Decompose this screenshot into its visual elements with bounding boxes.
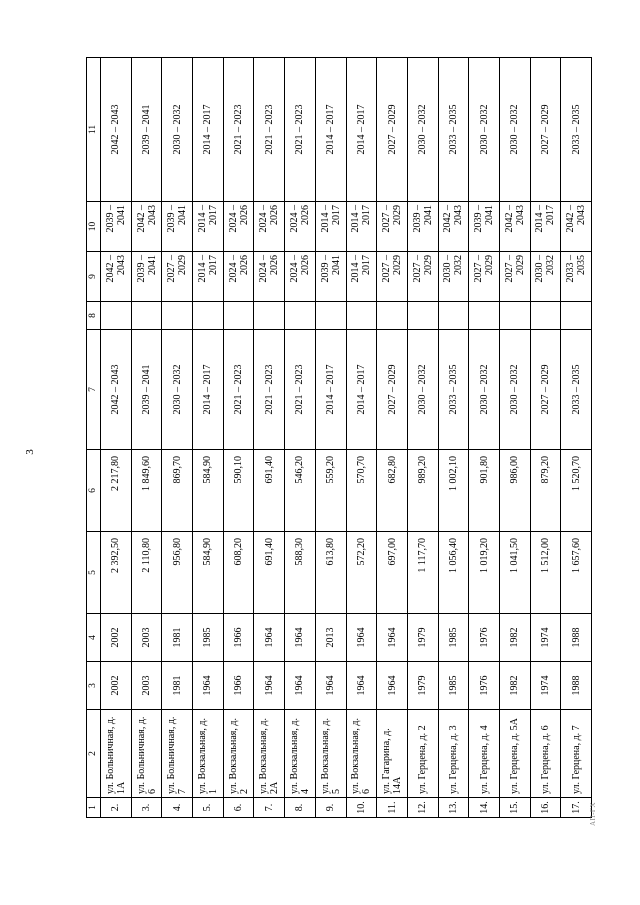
- period-cell: 2039 – 2041: [315, 252, 346, 302]
- area-cell: 1 041,50: [499, 532, 530, 614]
- empty-cell: [162, 302, 193, 330]
- address-cell: ул. Вокзальная, д. 4: [285, 710, 316, 798]
- area-cell: 584,90: [193, 532, 224, 614]
- address-cell: ул. Вокзальная, д. 2А: [254, 710, 285, 798]
- address-cell: ул. Вокзальная, д. 5: [315, 710, 346, 798]
- area-cell: 1 019,20: [469, 532, 500, 614]
- period-cell: 2027 – 2029: [377, 58, 408, 202]
- year-cell: 1985: [438, 614, 469, 662]
- year-cell: 1966: [223, 614, 254, 662]
- row-number-cell: 10.: [346, 798, 377, 818]
- address-cell: ул. Герцена, д. 7: [561, 710, 592, 798]
- table-body: [101, 58, 592, 818]
- period-cell: 2014 – 2017: [193, 252, 224, 302]
- period-cell: 2027 – 2029: [499, 252, 530, 302]
- period-cell: 2039 – 2041: [101, 202, 132, 252]
- period-cell: 2024 – 2026: [254, 252, 285, 302]
- empty-cell: [193, 302, 224, 330]
- year-cell: 1976: [469, 614, 500, 662]
- address-cell: ул. Герцена, д. 6: [530, 710, 561, 798]
- area-cell: 2 392,50: [101, 532, 132, 614]
- year-cell: 1964: [377, 614, 408, 662]
- empty-cell: [469, 302, 500, 330]
- table-row: [377, 58, 408, 818]
- empty-cell: [254, 302, 285, 330]
- address-cell: ул. Герцена, д. 3: [438, 710, 469, 798]
- empty-cell: [530, 302, 561, 330]
- period-cell: 2030 – 2032: [162, 58, 193, 202]
- address-cell: ул. Вокзальная, д. 1: [193, 710, 224, 798]
- period-cell: 2030 – 2032: [530, 252, 561, 302]
- period-cell: 2039 – 2041: [407, 202, 438, 252]
- period-cell: 2030 – 2032: [469, 58, 500, 202]
- table-row: [131, 58, 162, 818]
- period-cell: 2027 – 2029: [530, 58, 561, 202]
- column-header: 10: [87, 202, 101, 252]
- year-built-cell: 1964: [285, 662, 316, 710]
- row-number-cell: 7.: [254, 798, 285, 818]
- period-cell: 2021 – 2023: [223, 58, 254, 202]
- year-cell: 1982: [499, 614, 530, 662]
- period-cell: 2024 – 2026: [285, 202, 316, 252]
- column-header: 9: [87, 252, 101, 302]
- empty-cell: [407, 302, 438, 330]
- area-living-cell: 989,20: [407, 450, 438, 532]
- empty-cell: [223, 302, 254, 330]
- area-living-cell: 590,10: [223, 450, 254, 532]
- area-living-cell: 1 002,10: [438, 450, 469, 532]
- column-header: 5: [87, 532, 101, 614]
- area-living-cell: 986,00: [499, 450, 530, 532]
- column-header: 11: [87, 58, 101, 202]
- row-number-cell: 17.: [561, 798, 592, 818]
- period-cell: 2027 – 2029: [469, 252, 500, 302]
- year-cell: 1974: [530, 614, 561, 662]
- area-cell: 588,30: [285, 532, 316, 614]
- period-cell: 2027 – 2029: [377, 330, 408, 450]
- period-cell: 2030 – 2032: [162, 330, 193, 450]
- row-number-cell: 16.: [530, 798, 561, 818]
- empty-cell: [131, 302, 162, 330]
- period-cell: 2014 – 2017: [346, 58, 377, 202]
- area-living-cell: 1 849,60: [131, 450, 162, 532]
- table-row: [407, 58, 438, 818]
- year-built-cell: 1964: [315, 662, 346, 710]
- period-cell: 2024 – 2026: [223, 252, 254, 302]
- period-cell: 2027 – 2029: [377, 202, 408, 252]
- address-cell: ул. Вокзальная, д. 2: [223, 710, 254, 798]
- period-cell: 2021 – 2023: [223, 330, 254, 450]
- address-cell: ул. Больничная, д. 7: [162, 710, 193, 798]
- row-number-cell: 2.: [101, 798, 132, 818]
- period-cell: 2030 – 2032: [469, 330, 500, 450]
- column-header: 3: [87, 662, 101, 710]
- area-living-cell: 682,80: [377, 450, 408, 532]
- column-header: 7: [87, 330, 101, 450]
- row-number-cell: 9.: [315, 798, 346, 818]
- column-header: 8: [87, 302, 101, 330]
- period-cell: 2014 – 2017: [346, 202, 377, 252]
- year-built-cell: 1974: [530, 662, 561, 710]
- empty-cell: [438, 302, 469, 330]
- period-cell: 2021 – 2023: [285, 330, 316, 450]
- table-row: [223, 58, 254, 818]
- area-cell: 1 056,40: [438, 532, 469, 614]
- period-cell: 2030 – 2032: [438, 252, 469, 302]
- period-cell: 2042 – 2043: [438, 202, 469, 252]
- area-cell: 613,80: [315, 532, 346, 614]
- area-cell: 1 657,60: [561, 532, 592, 614]
- table-row: [499, 58, 530, 818]
- area-living-cell: 584,90: [193, 450, 224, 532]
- year-built-cell: 1964: [377, 662, 408, 710]
- address-cell: ул. Больничная, д. 1А: [101, 710, 132, 798]
- period-cell: 2042 – 2043: [499, 202, 530, 252]
- table-row: [254, 58, 285, 818]
- empty-cell: [561, 302, 592, 330]
- period-cell: 2039 – 2041: [131, 252, 162, 302]
- table-row: [101, 58, 132, 818]
- table-row: [530, 58, 561, 818]
- area-living-cell: 879,20: [530, 450, 561, 532]
- period-cell: 2033 – 2035: [561, 330, 592, 450]
- table-row: [285, 58, 316, 818]
- area-cell: 572,20: [346, 532, 377, 614]
- year-cell: 1964: [254, 614, 285, 662]
- area-living-cell: 691,40: [254, 450, 285, 532]
- address-cell: ул. Герцена, д. 5А: [499, 710, 530, 798]
- row-number-cell: 5.: [193, 798, 224, 818]
- period-cell: 2021 – 2023: [254, 58, 285, 202]
- area-cell: 2 110,80: [131, 532, 162, 614]
- period-cell: 2021 – 2023: [254, 330, 285, 450]
- header-row: [87, 58, 101, 818]
- period-cell: 2014 – 2017: [193, 58, 224, 202]
- area-cell: 956,80: [162, 532, 193, 614]
- year-built-cell: 1964: [193, 662, 224, 710]
- year-built-cell: 1981: [162, 662, 193, 710]
- year-cell: 1985: [193, 614, 224, 662]
- area-living-cell: 2 217,80: [101, 450, 132, 532]
- table-row: [315, 58, 346, 818]
- year-built-cell: 2003: [131, 662, 162, 710]
- period-cell: 2021 – 2023: [285, 58, 316, 202]
- address-cell: ул. Гагарина, д. 14А: [377, 710, 408, 798]
- year-cell: 2002: [101, 614, 132, 662]
- year-cell: 1981: [162, 614, 193, 662]
- area-cell: 691,40: [254, 532, 285, 614]
- period-cell: 2030 – 2032: [499, 58, 530, 202]
- row-number-cell: 14.: [469, 798, 500, 818]
- year-built-cell: 1976: [469, 662, 500, 710]
- period-cell: 2033 – 2035: [438, 58, 469, 202]
- column-header: 1: [87, 798, 101, 818]
- period-cell: 2027 – 2029: [530, 330, 561, 450]
- table-container: [86, 58, 592, 818]
- row-number-cell: 15.: [499, 798, 530, 818]
- period-cell: 2027 – 2029: [407, 252, 438, 302]
- address-cell: ул. Герцена, д. 4: [469, 710, 500, 798]
- year-built-cell: 1966: [223, 662, 254, 710]
- year-cell: 1979: [407, 614, 438, 662]
- period-cell: 2033 – 2035: [438, 330, 469, 450]
- area-living-cell: 559,20: [315, 450, 346, 532]
- period-cell: 2030 – 2032: [407, 330, 438, 450]
- period-cell: 2014 – 2017: [315, 202, 346, 252]
- area-living-cell: 1 520,70: [561, 450, 592, 532]
- period-cell: 2014 – 2017: [193, 330, 224, 450]
- address-cell: ул. Больничная, д. 6: [131, 710, 162, 798]
- housing-table: [86, 57, 592, 818]
- period-cell: 2042 – 2043: [131, 202, 162, 252]
- column-header: 6: [87, 450, 101, 532]
- row-number-cell: 4.: [162, 798, 193, 818]
- table-row: [438, 58, 469, 818]
- table-row: [561, 58, 592, 818]
- area-cell: 1 117,70: [407, 532, 438, 614]
- year-cell: 1988: [561, 614, 592, 662]
- area-living-cell: 546,20: [285, 450, 316, 532]
- period-cell: 2033 – 2035: [561, 58, 592, 202]
- year-cell: 2003: [131, 614, 162, 662]
- period-cell: 2014 – 2017: [315, 58, 346, 202]
- period-cell: 2033 – 2035: [561, 252, 592, 302]
- period-cell: 2024 – 2026: [285, 252, 316, 302]
- period-cell: 2027 – 2029: [377, 252, 408, 302]
- year-built-cell: 2002: [101, 662, 132, 710]
- empty-cell: [315, 302, 346, 330]
- year-built-cell: 1985: [438, 662, 469, 710]
- row-number-cell: 11.: [377, 798, 408, 818]
- period-cell: 2030 – 2032: [499, 330, 530, 450]
- area-living-cell: 570,70: [346, 450, 377, 532]
- year-cell: 2013: [315, 614, 346, 662]
- period-cell: 2027 – 2029: [162, 252, 193, 302]
- period-cell: 2014 – 2017: [315, 330, 346, 450]
- area-cell: 608,20: [223, 532, 254, 614]
- empty-cell: [285, 302, 316, 330]
- address-cell: ул. Вокзальная, д. 6: [346, 710, 377, 798]
- table-row: [469, 58, 500, 818]
- period-cell: 2042 – 2043: [101, 330, 132, 450]
- row-number-cell: 3.: [131, 798, 162, 818]
- table-row: [162, 58, 193, 818]
- period-cell: 2039 – 2041: [131, 330, 162, 450]
- period-cell: 2042 – 2043: [101, 252, 132, 302]
- year-built-cell: 1979: [407, 662, 438, 710]
- area-living-cell: 901,80: [469, 450, 500, 532]
- period-cell: 2014 – 2017: [530, 202, 561, 252]
- empty-cell: [346, 302, 377, 330]
- table-row: [346, 58, 377, 818]
- period-cell: 2024 – 2026: [223, 202, 254, 252]
- row-number-cell: 8.: [285, 798, 316, 818]
- period-cell: 2039 – 2041: [469, 202, 500, 252]
- period-cell: 2042 – 2043: [561, 202, 592, 252]
- period-cell: 2014 – 2017: [193, 202, 224, 252]
- empty-cell: [499, 302, 530, 330]
- page-number: 3: [24, 449, 36, 455]
- row-number-cell: 12.: [407, 798, 438, 818]
- year-built-cell: 1964: [346, 662, 377, 710]
- period-cell: 2014 – 2017: [346, 252, 377, 302]
- year-built-cell: 1964: [254, 662, 285, 710]
- period-cell: 2030 – 2032: [407, 58, 438, 202]
- period-cell: 2024 – 2026: [254, 202, 285, 252]
- row-number-cell: 13.: [438, 798, 469, 818]
- empty-cell: [377, 302, 408, 330]
- area-living-cell: 869,70: [162, 450, 193, 532]
- year-cell: 1964: [346, 614, 377, 662]
- row-number-cell: 6.: [223, 798, 254, 818]
- year-built-cell: 1988: [561, 662, 592, 710]
- address-cell: ул. Герцена, д. 2: [407, 710, 438, 798]
- year-built-cell: 1982: [499, 662, 530, 710]
- footer-code: АП-ГХ: [589, 801, 597, 827]
- period-cell: 2039 – 2041: [162, 202, 193, 252]
- column-header: 2: [87, 710, 101, 798]
- area-cell: 1 512,00: [530, 532, 561, 614]
- period-cell: 2039 – 2041: [131, 58, 162, 202]
- period-cell: 2014 – 2017: [346, 330, 377, 450]
- empty-cell: [101, 302, 132, 330]
- period-cell: 2042 – 2043: [101, 58, 132, 202]
- year-cell: 1964: [285, 614, 316, 662]
- column-header: 4: [87, 614, 101, 662]
- area-cell: 697,00: [377, 532, 408, 614]
- table-row: [193, 58, 224, 818]
